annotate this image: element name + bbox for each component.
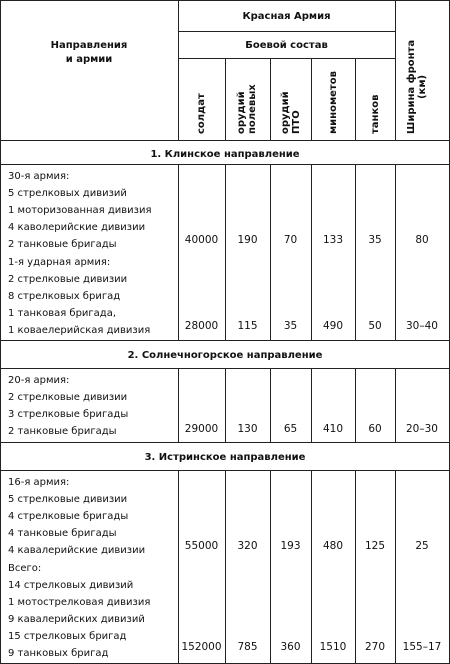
table-cell-value: 480 xyxy=(322,540,344,552)
list-item-total: Всего: 14 стрелковых дивизий 1 мотострелковая дивизия 9 кавалерийских дивизий 15 стрелковых бригад 9 танковых бригад xyxy=(8,563,151,659)
col-header-mortars: минометов xyxy=(328,71,339,134)
table-cell-value: 410 xyxy=(322,423,344,435)
table-cell-value: 190 xyxy=(237,234,258,246)
body-divider-s3-c6 xyxy=(395,470,396,663)
section-1-bottom-line xyxy=(0,340,450,341)
table-cell-value: 785 xyxy=(237,641,258,653)
header-line-combat xyxy=(178,58,395,59)
table-cell-value: 320 xyxy=(237,540,258,552)
table-cell-value: 1510 xyxy=(319,641,347,653)
body-divider-s1-c6 xyxy=(395,164,396,340)
col-header-front-width: Ширина фронта (км) xyxy=(406,39,428,134)
table-cell-value: 270 xyxy=(364,641,386,653)
header-col-div-2 xyxy=(270,58,271,140)
header-divider-width xyxy=(395,0,396,140)
list-item-20-army: 20-я армия: 2 стрелковые дивизии 3 стрелковые бригады 2 танковые бригады xyxy=(8,375,129,437)
table-cell-value: 152000 xyxy=(181,641,222,653)
section-2-bottom-line xyxy=(0,442,450,443)
body-divider-s3-c2 xyxy=(225,470,226,663)
header-bottom-line xyxy=(0,140,450,141)
table-cell-value: 20–30 xyxy=(406,423,438,435)
body-divider-s1-c5 xyxy=(355,164,356,340)
table-cell-value: 115 xyxy=(237,320,258,332)
table-border-left xyxy=(0,0,1,664)
section-title-klin: 1. Клинское направление xyxy=(150,149,300,160)
header-col-div-4 xyxy=(355,58,356,140)
table-cell-value: 125 xyxy=(364,540,386,552)
table-cell-value: 193 xyxy=(280,540,301,552)
section-title-solnechnogorsk: 2. Солнечногорское направление xyxy=(127,350,323,361)
list-item-1-shock-army: 1-я ударная армия: 2 стрелковые дивизии 8 стрелковых бригад 1 танковая бригада, 1 коваелерийская дивизия xyxy=(8,257,151,336)
table-cell-value: 65 xyxy=(283,423,298,435)
col-header-field-guns: орудий полевых xyxy=(236,84,258,134)
red-army-label: Красная Армия xyxy=(242,11,331,22)
table-cell-value: 55000 xyxy=(184,540,219,552)
directions-label-2: и армии xyxy=(65,54,113,65)
table-cell-value: 70 xyxy=(283,234,298,246)
body-divider-s1-c1 xyxy=(178,164,179,340)
combat-strength-label: Боевой состав xyxy=(245,40,328,51)
table-cell-value: 130 xyxy=(237,423,258,435)
directions-label-1: Направления xyxy=(50,40,128,51)
list-item-30-army: 30-я армия: 5 стрелковых дивизий 1 моторизованная дивизия 4 каволерийские дивизии 2 танковые бригады xyxy=(8,171,152,250)
table-cell-value: 35 xyxy=(368,234,382,246)
table-cell-value: 25 xyxy=(415,540,429,552)
col-header-at-guns: орудий ПТО xyxy=(280,91,302,134)
table-border-top xyxy=(0,0,450,1)
table-cell-value: 133 xyxy=(322,234,344,246)
col-header-tanks: танков xyxy=(370,94,381,134)
table-cell-value: 30–40 xyxy=(406,320,438,332)
section-title-istra: 3. Истринское направление xyxy=(144,452,306,463)
table-cell-value: 35 xyxy=(283,320,298,332)
table-cell-value: 50 xyxy=(368,320,382,332)
table-cell-value: 60 xyxy=(368,423,382,435)
body-divider-s1-c3 xyxy=(270,164,271,340)
body-divider-s1-c2 xyxy=(225,164,226,340)
body-divider-s3-c5 xyxy=(355,470,356,663)
table-cell-value: 80 xyxy=(415,234,429,246)
body-divider-s3-c4 xyxy=(311,470,312,663)
col-header-soldiers: солдат xyxy=(196,93,207,134)
table-cell-value: 360 xyxy=(280,641,301,653)
table-cell-value: 155–17 xyxy=(402,641,442,653)
body-divider-s3-c3 xyxy=(270,470,271,663)
body-divider-s1-c4 xyxy=(311,164,312,340)
header-line-red-army xyxy=(178,31,395,32)
body-divider-s3-c1 xyxy=(178,470,179,663)
table-cell-value: 28000 xyxy=(184,320,219,332)
table-cell-value: 40000 xyxy=(184,234,219,246)
header-col-div-3 xyxy=(311,58,312,140)
header-col-div-1 xyxy=(225,58,226,140)
table-cell-value: 29000 xyxy=(184,423,219,435)
table-cell-value: 490 xyxy=(322,320,344,332)
list-item-16-army: 16-я армия: 5 стрелковые дивизии 4 стрелковые бригады 4 танковые бригады 4 кавалерийские дивизии xyxy=(8,477,146,556)
